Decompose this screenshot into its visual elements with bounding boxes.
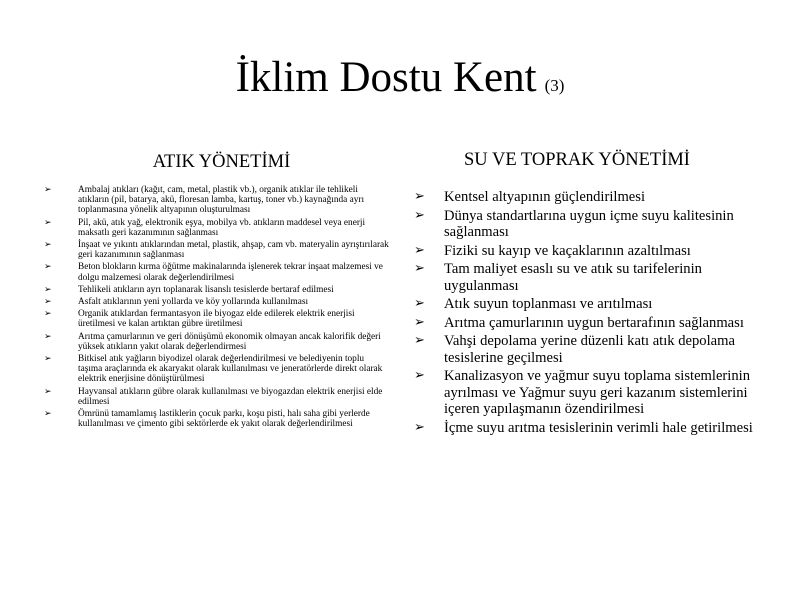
waste-management-list — [44, 185, 389, 429]
water-soil-management-column — [412, 148, 772, 438]
arrow-bullet-icon: ➢ — [44, 262, 52, 273]
list-item: ➢ Beton blokların kırma öğütme makinalarında işlenerek tekrar inşaat malzemesi ve dolgu malzemesi olarak değerlendirilmesi — [44, 262, 383, 283]
list-item: ➢ Vahşi depolama yerine düzenli katı atık depolama tesislerine geçilmesi — [414, 333, 735, 366]
list-item: ➢ Arıtma çamurlarının ve geri dönüşümü ekonomik olmayan ancak kalorifik değeri yüksek atıkların yakıt olarak değerlendirmesi — [44, 331, 381, 352]
list-item: ➢ Ambalaj atıkları (kağıt, cam, metal, plastik vb.), organik atıklar ile tehlikeli atıkların (pil, batarya, akü, floresan lamba, kartuş, toner vb.) kaynağında ayrı toplanmasına yönelik altyapının oluşturulması — [44, 185, 365, 216]
arrow-bullet-icon: ➢ — [44, 217, 52, 228]
arrow-bullet-icon: ➢ — [44, 354, 52, 365]
water-soil-management-list — [412, 189, 772, 436]
arrow-bullet-icon: ➢ — [44, 409, 52, 420]
arrow-bullet-icon: ➢ — [44, 185, 52, 195]
arrow-bullet-icon: ➢ — [44, 309, 52, 320]
list-item: ➢ Asfalt atıklarının yeni yollarda ve köy yollarında kullanılması — [44, 297, 309, 308]
list-item: ➢ Fiziki su kayıp ve kaçaklarının azaltılması — [414, 242, 691, 259]
arrow-bullet-icon: ➢ — [414, 242, 425, 258]
water-soil-management-heading: SU VE TOPRAK YÖNETİMİ — [464, 150, 690, 170]
slide-number: (3) — [544, 76, 565, 95]
list-item: ➢ İçme suyu arıtma tesislerinin verimli hale getirilmesi — [414, 419, 753, 436]
slide-title — [0, 52, 800, 112]
arrow-bullet-icon: ➢ — [44, 284, 52, 295]
list-item: ➢ Organik atıklardan fermantasyon ile biyogaz elde edilerek elektrik enerjisi üretilmesi ve kalan artıktan gübre üretilmesi — [44, 309, 355, 330]
list-item: ➢ İnşaat ve yıkıntı atıklarından metal, plastik, ahşap, cam vb. materyalin ayrıştırılarak geri kazanımının sağlanması — [44, 240, 389, 261]
arrow-bullet-icon: ➢ — [414, 333, 425, 348]
arrow-bullet-icon: ➢ — [414, 189, 425, 204]
list-item: ➢ Arıtma çamurlarının uygun bertarafının sağlanması — [414, 314, 744, 331]
waste-management-column — [44, 150, 389, 431]
waste-management-heading: ATIK YÖNETİMİ — [152, 152, 291, 172]
arrow-bullet-icon: ➢ — [44, 297, 52, 308]
arrow-bullet-icon: ➢ — [414, 261, 425, 276]
list-item: ➢ Kentsel altyapının güçlendirilmesi — [414, 189, 646, 205]
arrow-bullet-icon: ➢ — [414, 207, 425, 223]
arrow-bullet-icon: ➢ — [44, 386, 52, 397]
list-item: ➢ Tam maliyet esaslı su ve atık su tarifelerinin uygulanması — [414, 261, 702, 294]
arrow-bullet-icon: ➢ — [44, 240, 52, 251]
list-item: ➢ Atık suyun toplanması ve arıtılması — [414, 296, 653, 312]
arrow-bullet-icon: ➢ — [44, 331, 52, 342]
list-item: ➢ Tehlikeli atıkların ayrı toplanarak lisanslı tesislerde bertaraf edilmesi — [44, 284, 334, 295]
list-item: ➢ Pil, akü, atık yağ, elektronik eşya, mobilya vb. atıkların maddesel veya enerji maksatlı geri kazanımının sağlanması — [44, 217, 366, 238]
slide-title-text: İklim Dostu Kent — [235, 54, 537, 101]
arrow-bullet-icon: ➢ — [414, 314, 425, 330]
list-item: ➢ Bitkisel atık yağların biyodizel olarak değerlendirilmesi ve belediyenin toplu taşıma araçlarında ek akaryakıt olarak kullanılması ve jeneratörlerde direkt olarak elektrik enerjisine dönüştürülmesi — [44, 354, 383, 385]
arrow-bullet-icon: ➢ — [414, 419, 425, 435]
list-item: ➢ Hayvansal atıkların gübre olarak kullanılması ve biyogazdan elektrik enerjisi elde edilmesi — [44, 386, 383, 407]
list-item: ➢ Kanalizasyon ve yağmur suyu toplama sistemlerinin ayrılması ve Yağmur suyu geri kazanım sistemlerini içeren yapılaşmanın özendirilmesi — [414, 368, 750, 417]
arrow-bullet-icon: ➢ — [414, 296, 425, 311]
arrow-bullet-icon: ➢ — [414, 368, 425, 383]
list-item: ➢ Dünya standartlarına uygun içme suyu kalitesinin sağlanması — [414, 207, 734, 240]
list-item: ➢ Ömrünü tamamlamış lastiklerin çocuk parkı, koşu pisti, halı saha gibi yerlerde kullanılması ve çimento gibi sektörlerde ek yakıt olarak değerlendirilmesi — [44, 409, 370, 430]
